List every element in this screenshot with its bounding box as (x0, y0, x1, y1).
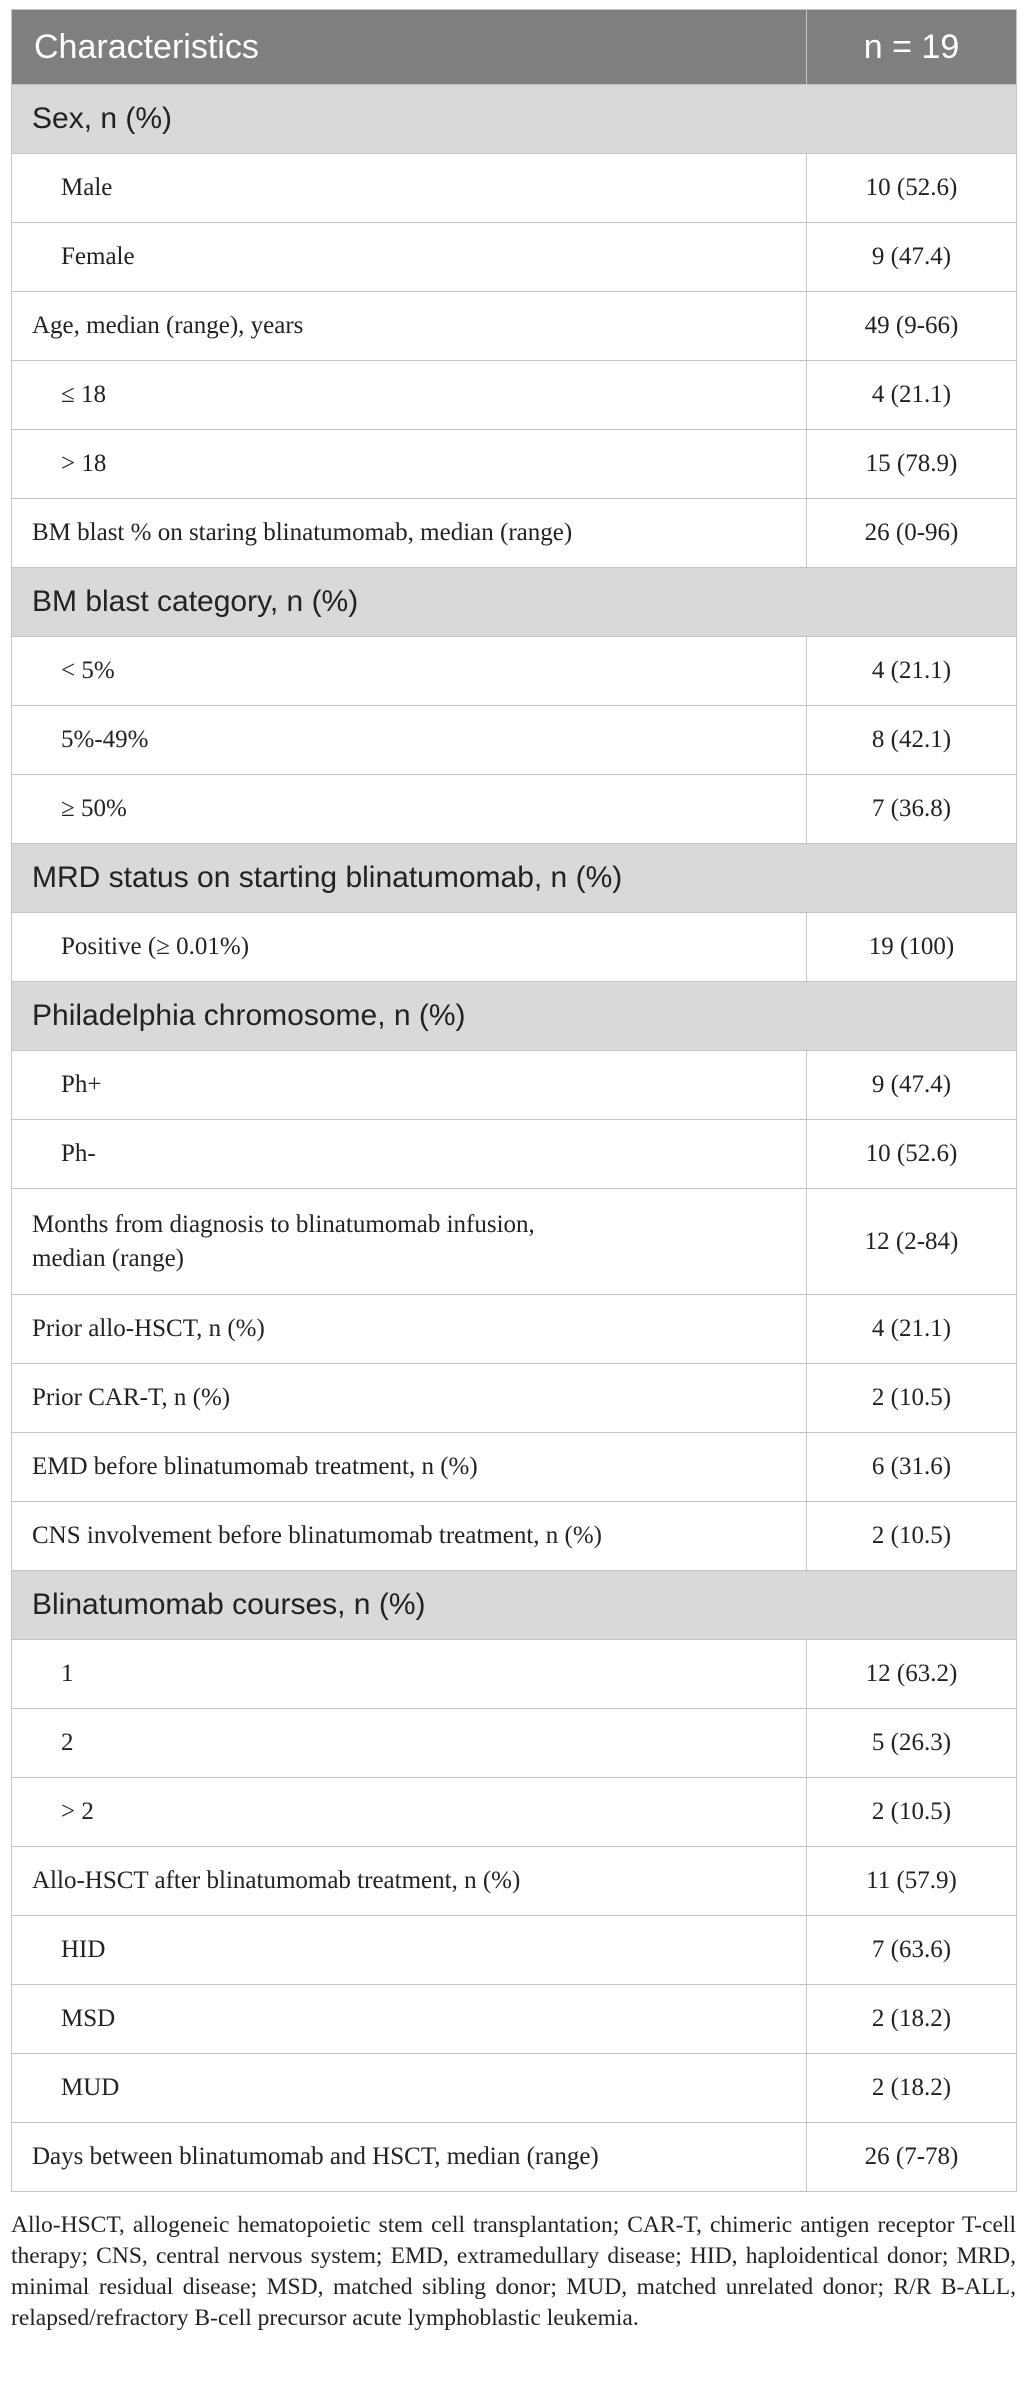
table-row (12, 292, 1017, 361)
section-header-label: Sex, n (%) (12, 85, 1017, 154)
section-header-row (12, 982, 1017, 1051)
row-value: 26 (0-96) (807, 499, 1017, 568)
row-label: Male (12, 154, 807, 223)
row-value: 49 (9-66) (807, 292, 1017, 361)
row-value: 15 (78.9) (807, 430, 1017, 499)
row-value: 2 (10.5) (807, 1364, 1017, 1433)
row-value: 2 (18.2) (807, 2054, 1017, 2123)
row-label: MSD (12, 1985, 807, 2054)
characteristics-table-container (11, 9, 1016, 2192)
row-label: 2 (12, 1709, 807, 1778)
table-row (12, 499, 1017, 568)
table-row (12, 1502, 1017, 1571)
row-label: Allo-HSCT after blinatumomab treatment, n (%) (12, 1847, 807, 1916)
table-row (12, 1709, 1017, 1778)
row-label: 5%-49% (12, 706, 807, 775)
table-row (12, 1640, 1017, 1709)
row-value: 10 (52.6) (807, 1120, 1017, 1189)
row-value: 8 (42.1) (807, 706, 1017, 775)
row-value: 2 (18.2) (807, 1985, 1017, 2054)
row-label: Prior CAR-T, n (%) (12, 1364, 807, 1433)
table-row (12, 706, 1017, 775)
row-label-line: Months from diagnosis to blinatumomab infusion, (32, 1210, 535, 1238)
section-header-label: Blinatumomab courses, n (%) (12, 1571, 1017, 1640)
table-row (12, 913, 1017, 982)
section-header-row (12, 85, 1017, 154)
table-row (12, 361, 1017, 430)
row-label: Prior allo-HSCT, n (%) (12, 1295, 807, 1364)
table-row (12, 1985, 1017, 2054)
row-label: > 2 (12, 1778, 807, 1847)
table-row (12, 154, 1017, 223)
table-row (12, 1916, 1017, 1985)
table-footnote: Allo-HSCT, allogeneic hematopoietic stem cell transplantation; CAR-T, chimeric antigen receptor T-cell therapy; CNS, central nervous system; EMD, extramedullary disease; HID, haploidentical donor; MRD, minimal residual disease; MSD, matched sibling donor; MUD, matched unrelated donor; R/R B-ALL, relapsed/refractory B-cell precursor acute lymphoblastic leukemia. (11, 2212, 1016, 2331)
row-label: MUD (12, 2054, 807, 2123)
section-header-row (12, 1571, 1017, 1640)
row-value: 26 (7-78) (807, 2123, 1017, 2192)
row-value: 5 (26.3) (807, 1709, 1017, 1778)
row-value: 6 (31.6) (807, 1433, 1017, 1502)
header-characteristics: Characteristics (12, 10, 807, 85)
row-label: > 18 (12, 430, 807, 499)
table-row (12, 1051, 1017, 1120)
section-header-label: Philadelphia chromosome, n (%) (12, 982, 1017, 1051)
table-row (12, 637, 1017, 706)
row-label: Days between blinatumomab and HSCT, median (range) (12, 2123, 807, 2192)
section-header-label: BM blast category, n (%) (12, 568, 1017, 637)
table-header-row (12, 10, 1017, 85)
table-row (12, 2123, 1017, 2192)
row-label: Female (12, 223, 807, 292)
row-value: 11 (57.9) (807, 1847, 1017, 1916)
row-label: EMD before blinatumomab treatment, n (%) (12, 1433, 807, 1502)
table-row (12, 2054, 1017, 2123)
header-n: n = 19 (807, 10, 1017, 85)
row-label: Ph+ (12, 1051, 807, 1120)
row-value: 10 (52.6) (807, 154, 1017, 223)
row-label: 1 (12, 1640, 807, 1709)
row-value: 19 (100) (807, 913, 1017, 982)
row-value: 9 (47.4) (807, 223, 1017, 292)
row-value: 9 (47.4) (807, 1051, 1017, 1120)
table-row (12, 1120, 1017, 1189)
row-value: 7 (36.8) (807, 775, 1017, 844)
table-row (12, 1778, 1017, 1847)
row-label: ≤ 18 (12, 361, 807, 430)
row-value: 4 (21.1) (807, 361, 1017, 430)
row-label: Ph- (12, 1120, 807, 1189)
row-value: 2 (10.5) (807, 1502, 1017, 1571)
table-row (12, 775, 1017, 844)
row-label-line: median (range) (32, 1244, 185, 1272)
characteristics-table (11, 9, 1017, 2192)
row-label: BM blast % on staring blinatumomab, median (range) (12, 499, 807, 568)
row-label: Positive (≥ 0.01%) (12, 913, 807, 982)
table-row (12, 1847, 1017, 1916)
row-label: HID (12, 1916, 807, 1985)
row-label: Age, median (range), years (12, 292, 807, 361)
row-label: CNS involvement before blinatumomab treatment, n (%) (12, 1502, 807, 1571)
row-value: 12 (63.2) (807, 1640, 1017, 1709)
table-row (12, 1364, 1017, 1433)
table-row (12, 1433, 1017, 1502)
row-label: < 5% (12, 637, 807, 706)
row-value: 12 (2-84) (807, 1189, 1017, 1295)
row-label (12, 1189, 807, 1295)
table-row (12, 223, 1017, 292)
table-row (12, 1189, 1017, 1295)
section-header-label: MRD status on starting blinatumomab, n (%) (12, 844, 1017, 913)
row-value: 4 (21.1) (807, 1295, 1017, 1364)
row-label: ≥ 50% (12, 775, 807, 844)
table-body (12, 85, 1017, 2192)
section-header-row (12, 568, 1017, 637)
section-header-row (12, 844, 1017, 913)
row-value: 2 (10.5) (807, 1778, 1017, 1847)
table-row (12, 1295, 1017, 1364)
row-value: 4 (21.1) (807, 637, 1017, 706)
row-value: 7 (63.6) (807, 1916, 1017, 1985)
table-row (12, 430, 1017, 499)
